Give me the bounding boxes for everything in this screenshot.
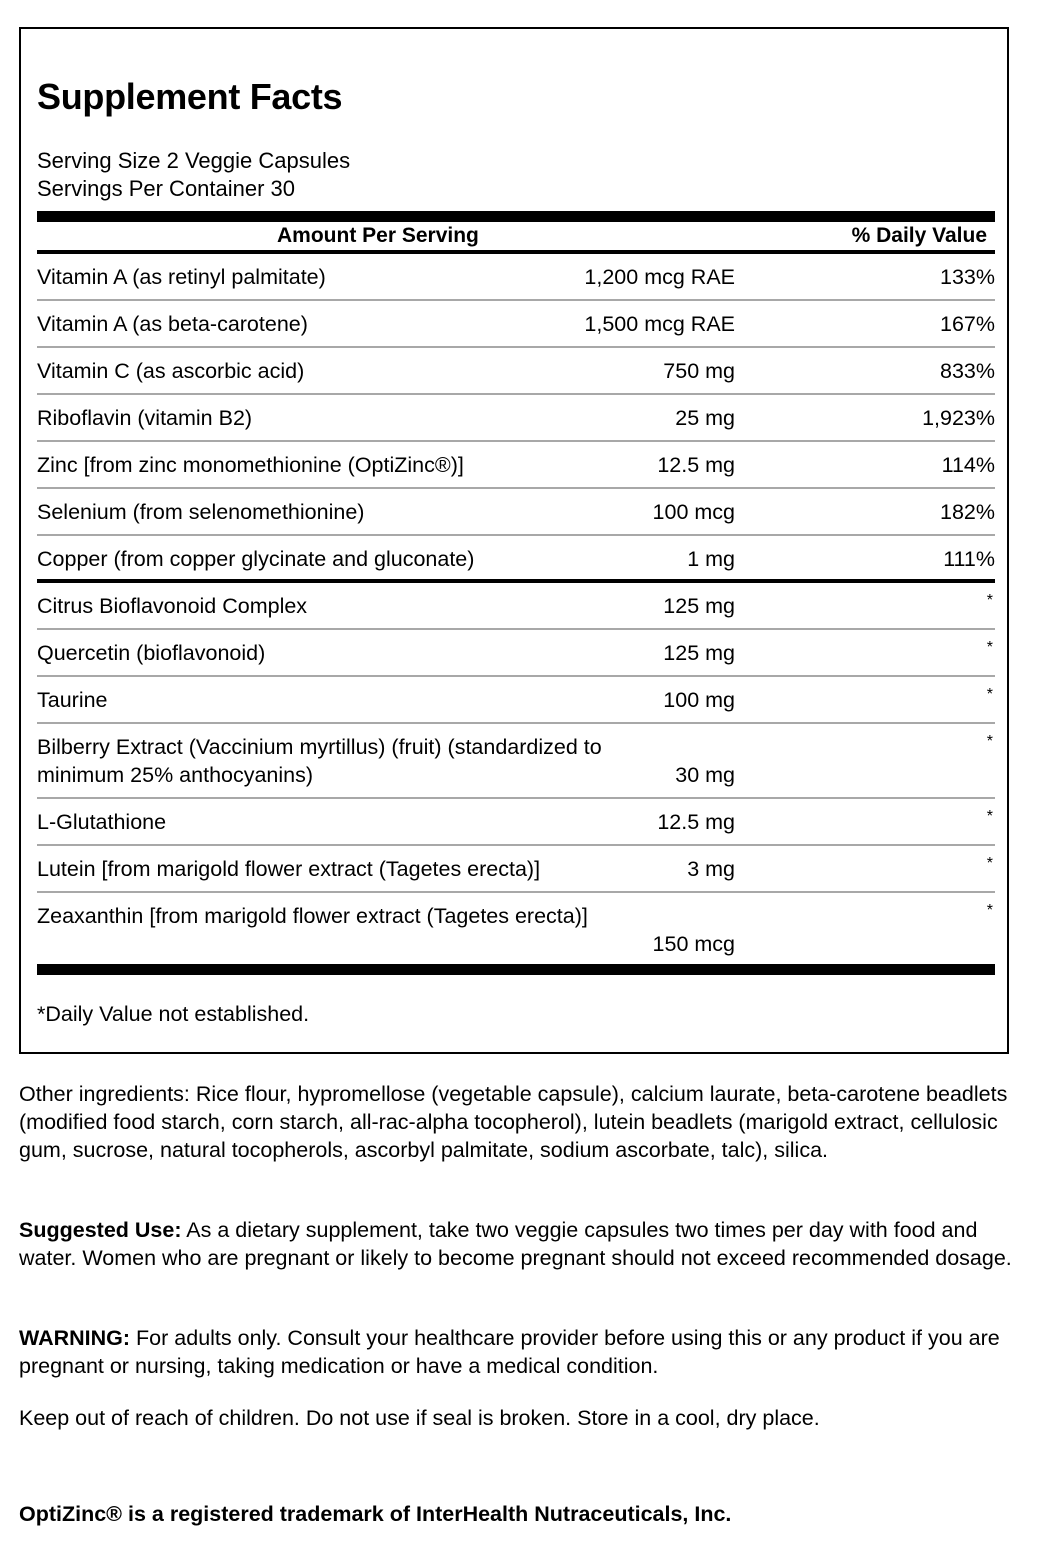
nutrient-daily-value: 111% (943, 547, 995, 571)
ingredient-amount: 125 mg (663, 641, 735, 665)
panel-title: Supplement Facts (37, 76, 343, 117)
table-row (37, 442, 995, 489)
table-row (37, 254, 995, 301)
nutrient-name: Vitamin A (as retinyl palmitate) (37, 265, 326, 289)
nutrient-daily-value: 833% (940, 359, 995, 383)
ingredient-amount: 3 mg (687, 857, 735, 881)
table-row (37, 724, 995, 799)
nutrient-daily-value: 133% (940, 265, 995, 289)
servings-per-container: Servings Per Container 30 (37, 176, 296, 201)
warning (19, 1324, 1019, 1380)
table-row (37, 489, 995, 536)
trademark-notice: OptiZinc® is a registered trademark of InterHealth Nutraceuticals, Inc. (19, 1502, 732, 1526)
daily-value-not-established-mark: * (986, 592, 993, 609)
nutrient-name: Zinc [from zinc monomethionine (OptiZinc®)] (37, 453, 464, 477)
suggested-use-text: As a dietary supplement, take two veggie capsules two times per day with food and water. Women who are pregnant or likely to become pregnant should not exceed recommended dosage. (19, 1218, 1012, 1270)
serving-size: Serving Size 2 Veggie Capsules (37, 148, 351, 173)
nutrient-amount: 12.5 mg (657, 453, 735, 477)
table-row (37, 677, 995, 724)
ingredient-amount: 100 mg (663, 688, 735, 712)
nutrient-daily-value: 167% (940, 312, 995, 336)
nutrient-amount: 1 mg (687, 547, 735, 571)
daily-value-not-established-mark: * (986, 686, 993, 703)
warning-label: WARNING: (19, 1326, 131, 1350)
nutrient-amount: 750 mg (663, 359, 735, 383)
header-amount-per-serving: Amount Per Serving (277, 224, 479, 247)
nutrient-name: Riboflavin (vitamin B2) (37, 406, 253, 430)
ingredient-name: Zeaxanthin [from marigold flower extract (Tagetes erecta)] (37, 904, 588, 928)
daily-value-not-established-mark: * (986, 808, 993, 825)
table-row (37, 630, 995, 677)
ingredient-name: L-Glutathione (37, 810, 167, 834)
ingredient-name: Quercetin (bioflavonoid) (37, 641, 266, 665)
table-row (37, 348, 995, 395)
table-row (37, 583, 995, 630)
divider-thick-bottom (37, 964, 995, 975)
nutrient-name: Copper (from copper glycinate and gluconate) (37, 547, 475, 571)
table-row (37, 301, 995, 348)
daily-value-not-established-mark: * (986, 855, 993, 872)
daily-value-not-established-mark: * (986, 902, 993, 919)
table-row (37, 893, 995, 968)
ingredient-amount: 150 mcg (652, 932, 735, 956)
daily-value-not-established-mark: * (986, 639, 993, 656)
nutrient-amount: 1,500 mcg RAE (584, 312, 735, 336)
suggested-use (19, 1216, 1019, 1272)
ingredient-name: Lutein [from marigold flower extract (Tagetes erecta)] (37, 857, 541, 881)
table-row (37, 536, 995, 583)
ingredient-name: Bilberry Extract (Vaccinium myrtillus) (fruit) (standardized to minimum 25% anthocyanins) (37, 735, 602, 787)
nutrient-name: Vitamin A (as beta-carotene) (37, 312, 308, 336)
ingredient-name: Taurine (37, 688, 108, 712)
nutrient-table (37, 254, 995, 968)
other-ingredients: Other ingredients: Rice flour, hypromellose (vegetable capsule), calcium laurate, beta-carotene beadlets (modified food starch, corn starch, all-rac-alpha tocopherol), lutein beadlets (marigold extract, cellulosic gum, sucrose, natural tocopherols, ascorbyl palmitate, sodium ascorbate, talc), silica. (19, 1082, 1008, 1162)
suggested-use-label: Suggested Use: (19, 1218, 182, 1242)
nutrient-amount: 100 mcg (652, 500, 735, 524)
daily-value-footnote: *Daily Value not established. (37, 1002, 310, 1026)
daily-value-not-established-mark: * (986, 733, 993, 750)
header-daily-value: % Daily Value (851, 224, 987, 247)
nutrient-daily-value: 182% (940, 500, 995, 524)
storage-instructions: Keep out of reach of children. Do not use if seal is broken. Store in a cool, dry place. (19, 1406, 820, 1430)
ingredient-name: Citrus Bioflavonoid Complex (37, 594, 308, 618)
nutrient-amount: 25 mg (675, 406, 735, 430)
nutrient-name: Vitamin C (as ascorbic acid) (37, 359, 305, 383)
table-row (37, 846, 995, 893)
table-row (37, 799, 995, 846)
warning-text: For adults only. Consult your healthcare provider before using this or any product if you are pregnant or nursing, taking medication or have a medical condition. (19, 1326, 1000, 1378)
nutrient-daily-value: 114% (941, 453, 995, 477)
ingredient-amount: 30 mg (675, 763, 735, 787)
serving-info (37, 147, 350, 203)
divider-thick-top (37, 211, 995, 222)
nutrient-amount: 1,200 mcg RAE (584, 265, 735, 289)
nutrient-name: Selenium (from selenomethionine) (37, 500, 365, 524)
ingredient-amount: 125 mg (663, 594, 735, 618)
supplement-facts-panel (19, 27, 1009, 1054)
table-row (37, 395, 995, 442)
nutrient-daily-value: 1,923% (922, 406, 995, 430)
table-header (37, 222, 995, 250)
ingredient-amount: 12.5 mg (657, 810, 735, 834)
